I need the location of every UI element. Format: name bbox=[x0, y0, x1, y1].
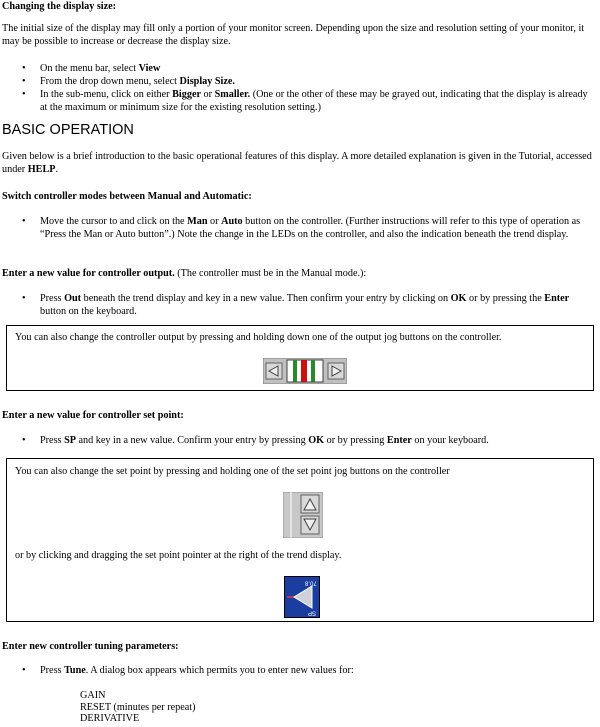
list-item: • Move the cursor to and click on the Man or Auto button on the controller. (Further instructions will refer to this type of operation as “Press the Man or Auto button”.) Note the change in the LEDs on the controller, and also the indication beneath the trend display. bbox=[2, 215, 596, 241]
jog-left-button[interactable] bbox=[266, 363, 282, 379]
display-size-intro: The initial size of the display may fill only a portion of your monitor screen. Depending upon the size and resolution setting of your monitor, it may be possible to increase or decrease the display size. bbox=[2, 23, 585, 48]
output-steps bbox=[2, 292, 596, 318]
setpoint-heading: Enter a new value for controller set point: bbox=[2, 410, 184, 421]
tuning-param-derivative: DERIVATIVE bbox=[80, 713, 140, 725]
tuning-param-gain: GAIN bbox=[80, 690, 106, 701]
switch-modes-heading: Switch controller modes between Manual and Automatic: bbox=[2, 191, 252, 202]
display-size-heading: Changing the display size: bbox=[2, 1, 117, 12]
setpoint-tip-box bbox=[6, 458, 594, 622]
tuning-steps bbox=[2, 664, 596, 677]
setpoint-tip-text-1: You can also change the set point by pressing and holding one of the set point jog buttons on the controller bbox=[15, 466, 450, 477]
list-item: • Press Tune. A dialog box appears which permits you to enter new values for: bbox=[2, 664, 596, 677]
setpoint-pointer-value: 70.8 bbox=[305, 579, 317, 586]
list-item: • Press SP and key in a new value. Confirm your entry by pressing OK or by pressing Enter on your keyboard. bbox=[2, 434, 596, 447]
output-tip-text: You can also change the controller output by pressing and holding down one of the output jog buttons on the controller. bbox=[15, 332, 502, 343]
switch-modes-steps bbox=[2, 215, 596, 241]
display-size-steps bbox=[2, 62, 596, 114]
setpoint-tip-text-2: or by clicking and dragging the set point pointer at the right of the trend display. bbox=[15, 550, 342, 561]
output-heading: Enter a new value for controller output. (The controller must be in the Manual mode.): bbox=[2, 268, 367, 279]
output-jog-buttons bbox=[263, 358, 347, 384]
list-item: • From the drop down menu, select Display Size. bbox=[2, 75, 596, 88]
setpoint-pointer-panel[interactable] bbox=[284, 576, 320, 618]
list-item: • In the sub-menu, click on either Bigger or Smaller. (One or the other of these may be grayed out, indicating that the display is already at the maximum or minimum size for the existing resolution setting.) bbox=[2, 88, 596, 114]
list-item: • Press Out beneath the trend display and key in a new value. Then confirm your entry by clicking on OK or by pressing the Enter button on the keyboard. bbox=[2, 292, 596, 318]
jog-up-button[interactable] bbox=[301, 495, 319, 513]
output-tip-box bbox=[6, 325, 594, 391]
jog-right-button[interactable] bbox=[328, 363, 344, 379]
setpoint-pointer-label: SP bbox=[307, 610, 316, 616]
tuning-heading: Enter new controller tuning parameters: bbox=[2, 641, 179, 652]
jog-down-button[interactable] bbox=[301, 516, 319, 534]
output-bar-indicator bbox=[287, 360, 323, 382]
tuning-param-reset: RESET (minutes per repeat) bbox=[80, 701, 196, 713]
tuning-parameter-list bbox=[80, 690, 196, 725]
basic-operation-heading: BASIC OPERATION bbox=[2, 122, 134, 138]
setpoint-jog-buttons bbox=[283, 492, 323, 538]
basic-operation-intro: Given below is a brief introduction to the basic operational features of this display. A more detailed explanation is given in the Tutorial, accessed under HELP. bbox=[2, 151, 592, 176]
list-item: • On the menu bar, select View bbox=[2, 62, 596, 75]
setpoint-steps bbox=[2, 434, 596, 447]
